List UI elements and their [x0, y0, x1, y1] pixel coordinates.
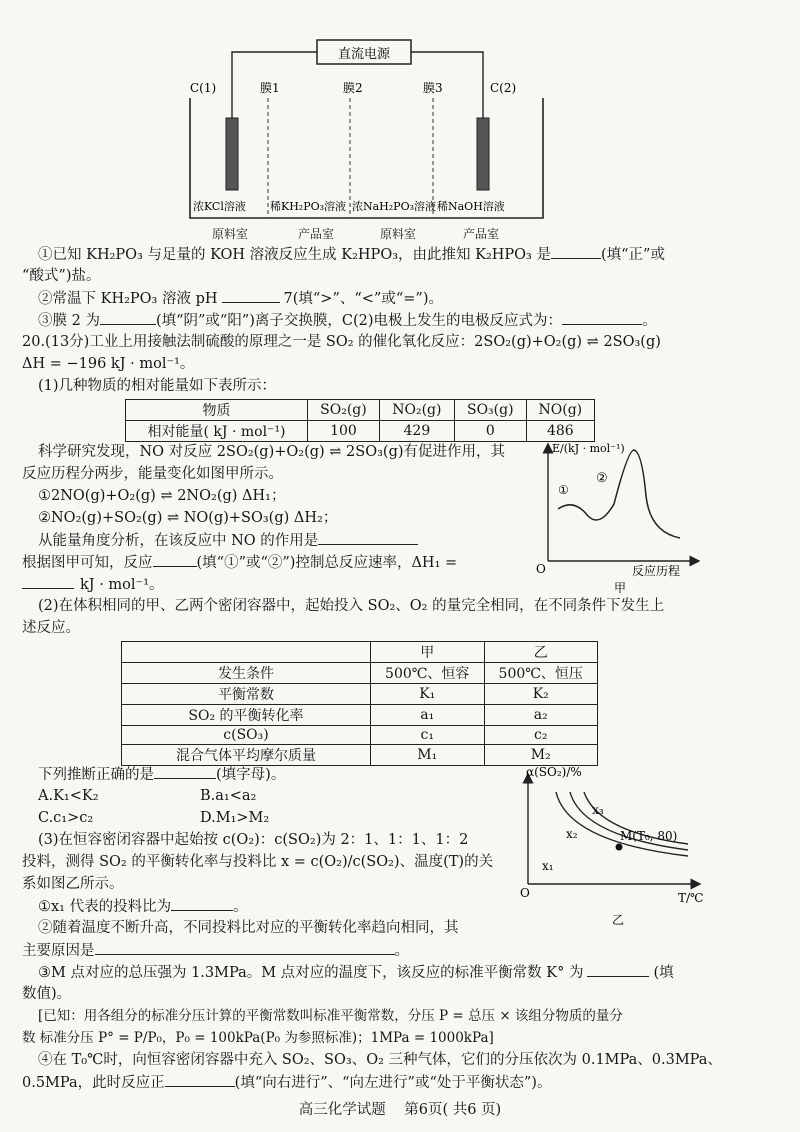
table-header — [122, 642, 371, 663]
table-cell: K₁ — [371, 684, 485, 705]
q20-dh: ΔH = −196 kJ · mol⁻¹。 — [22, 356, 195, 372]
part2-line-1: (2)在体积相同的甲、乙两个密闭容器中，起始投入 SO₂、O₂ 的量完全相同，在不同条件下发生上 — [38, 598, 665, 614]
step-1: ①2NO(g)+O₂(g) ⇌ 2NO₂(g) ΔH₁； — [38, 488, 286, 504]
table-cell: a₁ — [371, 705, 485, 726]
power-label: 直流电源 — [337, 47, 391, 62]
table-header: SO₃(g) — [454, 400, 526, 421]
q19-1-text: ①已知 KH₂PO₃ 与足量的 KOH 溶液反应生成 K₂HPO₃，由此推知 K₂HPO₃ 是 — [38, 247, 551, 263]
q19-2-line — [38, 288, 443, 309]
q19-2-text-b: 7(填“>”、“<”或“=”)。 — [283, 291, 443, 307]
room-2-label: 产品室 — [298, 227, 335, 241]
table-header: NO₂(g) — [379, 400, 454, 421]
fig1-origin: O — [536, 562, 546, 576]
control-text-b: (填“①”或“②”)控制总反应速率，ΔH₁ = — [196, 555, 458, 571]
room-3-label: 原料室 — [380, 227, 417, 241]
q19-3-text-c: 。 — [642, 313, 657, 329]
answer-blank[interactable] — [587, 962, 649, 977]
solution-1: 浓KCl溶液 — [193, 200, 246, 213]
infer-text-b: (填字母)。 — [216, 767, 286, 783]
note-line-1: [已知：用各组分的标准分压计算的平衡常数叫标准平衡常数，分压 P = 总压 × 该组分物质的量分 — [38, 1008, 623, 1024]
fig2-caption: 乙 — [612, 913, 625, 927]
table-cell: 500℃、恒容 — [371, 663, 485, 684]
note-line-2: 数 标准分压 P° = P/P₀，P₀ = 100kPa(P₀ 为参照标准)；1MPa = 1000kPa] — [22, 1030, 494, 1046]
electrolysis-diagram — [180, 28, 550, 233]
table-cell: 相对能量( kJ · mol⁻¹) — [126, 421, 308, 442]
q20-intro: 20.(13分)工业上用接触法制硫酸的原理之一是 SO₂ 的催化氧化反应：2SO₂(g)+O₂(g) ⇌ 2SO₃(g) — [22, 334, 661, 350]
q3-4-text: 0.5MPa，此时反应正 — [22, 1075, 165, 1091]
fig2-ylabel: α(SO₂)/% — [526, 765, 582, 779]
table-cell: 500℃、恒压 — [484, 663, 598, 684]
table-header: 甲 — [371, 642, 485, 663]
table-cell: M₁ — [371, 745, 485, 766]
q3-4-line: ④在 T₀℃时，向恒容密闭容器中充入 SO₂、SO₃、O₂ 三种气体，它们的分压依次为 0.1MPa、0.3MPa、 — [38, 1052, 722, 1068]
step-2: ②NO₂(g)+SO₂(g) ⇌ NO(g)+SO₃(g) ΔH₂； — [38, 510, 338, 526]
table-cell: M₂ — [484, 745, 598, 766]
wire-right — [411, 52, 483, 118]
fig1-caption: 甲 — [614, 581, 627, 595]
table-header: 乙 — [484, 642, 598, 663]
c2-label: C(2) — [490, 81, 517, 95]
fig1-ylabel: E/(kJ · mol⁻¹) — [552, 442, 625, 455]
solution-3: 浓NaH₂PO₃溶液 — [352, 200, 437, 213]
q3-3-line-2: 数值)。 — [22, 986, 72, 1002]
q3-2-line: ②随着温度不断升高，不同投料比对应的平衡转化率趋向相同，其 — [38, 920, 459, 936]
research-line-1: 科学研究发现，NO 对反应 2SO₂(g)+O₂(g) ⇌ 2SO₃(g)有促进作用，其 — [38, 444, 506, 460]
table-row — [122, 745, 598, 766]
table-cell: 100 — [308, 421, 380, 442]
table-header: NO(g) — [526, 400, 594, 421]
label-x3: x₃ — [592, 803, 604, 817]
q19-3-text-b: (填“阴”或“阳”)离子交换膜，C(2)电极上发生的电极反应式为： — [155, 313, 563, 329]
table-cell: 平衡常数 — [122, 684, 371, 705]
membrane2-label: 膜2 — [343, 81, 363, 95]
q3-3-text-b: (填 — [653, 965, 674, 981]
part3-line-3: 系如图乙所示。 — [22, 876, 124, 892]
q19-1-text-b: (填“正”或 — [600, 247, 665, 263]
condition-table — [121, 641, 598, 766]
infer-line — [38, 764, 285, 785]
q19-2-text: ②常温下 KH₂PO₃ 溶液 pH — [38, 291, 218, 307]
q3-4-text-c: (填“向右进行”、“向左进行”或“处于平衡状态”)。 — [234, 1075, 552, 1091]
figure-jia — [530, 436, 700, 596]
q3-1-line — [38, 896, 248, 917]
option-a: A.K₁<K₂ — [38, 788, 99, 804]
q3-2-text-c: 。 — [394, 943, 409, 959]
electrode-c2 — [477, 118, 489, 190]
q3-1-text: ①x₁ 代表的投料比为 — [38, 899, 172, 915]
answer-blank[interactable] — [22, 574, 74, 589]
research-line-2: 反应历程分两步，能量变化如图甲所示。 — [22, 466, 283, 482]
label-x1: x₁ — [542, 859, 554, 873]
table-row — [122, 684, 598, 705]
part3-line-2: 投料，测得 SO₂ 的平衡转化率与投料比 x = c(O₂)/c(SO₂)、温度(T)的关 — [22, 854, 494, 870]
energy-curve — [558, 450, 680, 538]
solution-2: 稀KH₂PO₃溶液 — [270, 200, 347, 213]
answer-blank[interactable] — [100, 310, 156, 325]
label-x2: x₂ — [566, 827, 578, 841]
membrane3-label: 膜3 — [423, 81, 443, 95]
energy-table — [125, 399, 595, 442]
answer-blank[interactable] — [153, 552, 197, 567]
infer-text: 下列推断正确的是 — [38, 767, 154, 783]
electrode-c1 — [226, 118, 238, 190]
figure-yi — [508, 764, 708, 929]
q3-3-line — [38, 962, 674, 983]
answer-blank[interactable] — [171, 896, 233, 911]
table-row — [126, 421, 595, 442]
table-row — [122, 705, 598, 726]
table-cell: c(SO₃) — [122, 726, 371, 745]
table-cell: 0 — [454, 421, 526, 442]
control-line-2 — [22, 574, 164, 595]
answer-blank[interactable] — [318, 530, 418, 545]
table-cell: SO₂ 的平衡转化率 — [122, 705, 371, 726]
answer-blank[interactable] — [551, 244, 601, 259]
q3-2-text: 主要原因是 — [22, 943, 95, 959]
q20-part1: (1)几种物质的相对能量如下表所示： — [38, 378, 277, 394]
q19-1-line — [38, 244, 665, 265]
answer-blank[interactable] — [222, 288, 280, 303]
table-row — [122, 663, 598, 684]
role-line — [38, 530, 418, 551]
q3-1-text-b: 。 — [233, 899, 248, 915]
peak-2-label: ② — [596, 471, 608, 486]
peak-1-label: ① — [558, 483, 569, 497]
table-header: 物质 — [126, 400, 308, 421]
table-cell: c₁ — [371, 726, 485, 745]
label-m: M(T₀, 80) — [620, 829, 678, 843]
table-row — [122, 726, 598, 745]
table-row — [126, 400, 595, 421]
part2-line-2: 述反应。 — [22, 620, 80, 636]
q19-3-text: ③膜 2 为 — [38, 313, 100, 329]
answer-blank[interactable] — [95, 940, 395, 955]
fig2-xlabel: T/℃ — [678, 891, 704, 905]
option-b: B.a₁<a₂ — [200, 788, 257, 804]
answer-blank[interactable] — [165, 1072, 235, 1087]
option-c: C.c₁>c₂ — [38, 810, 94, 826]
fig1-xlabel: 反应历程 — [632, 564, 681, 578]
c1-label: C(1) — [190, 81, 217, 95]
room-4-label: 产品室 — [463, 227, 500, 241]
option-d: D.M₁>M₂ — [200, 810, 270, 826]
table-cell: a₂ — [484, 705, 598, 726]
table-header: SO₂(g) — [308, 400, 380, 421]
solution-4: 稀NaOH溶液 — [437, 200, 505, 213]
q3-4-line-2 — [22, 1072, 551, 1093]
membrane1-label: 膜1 — [260, 81, 280, 95]
role-text: 从能量角度分析，在该反应中 NO 的作用是 — [38, 533, 319, 549]
q19-3-line — [38, 310, 657, 331]
q3-3-text: ③M 点对应的总压强为 1.3MPa。M 点对应的温度下，该反应的标准平衡常数 K° 为 — [38, 965, 584, 981]
control-text: 根据图甲可知，反应 — [22, 555, 153, 571]
q19-1-line-2: “酸式”)盐。 — [22, 268, 101, 284]
point-m — [616, 844, 623, 851]
part3-line-1: (3)在恒容密闭容器中起始按 c(O₂)：c(SO₂)为 2：1、1：1、1：2 — [38, 832, 469, 848]
room-1-label: 原料室 — [212, 227, 249, 241]
page-footer: 高三化学试题 第6页( 共6 页) — [298, 1102, 502, 1118]
table-cell: 混合气体平均摩尔质量 — [122, 745, 371, 766]
fig2-origin: O — [520, 886, 530, 900]
table-row — [122, 642, 598, 663]
table-cell: c₂ — [484, 726, 598, 745]
answer-blank[interactable] — [154, 764, 216, 779]
control-text-c: kJ · mol⁻¹。 — [80, 577, 164, 593]
q3-2-line-2 — [22, 940, 409, 961]
table-cell: 486 — [526, 421, 594, 442]
table-cell: 429 — [379, 421, 454, 442]
answer-blank[interactable] — [562, 310, 642, 325]
control-line — [22, 552, 457, 573]
table-cell: 发生条件 — [122, 663, 371, 684]
table-cell: K₂ — [484, 684, 598, 705]
